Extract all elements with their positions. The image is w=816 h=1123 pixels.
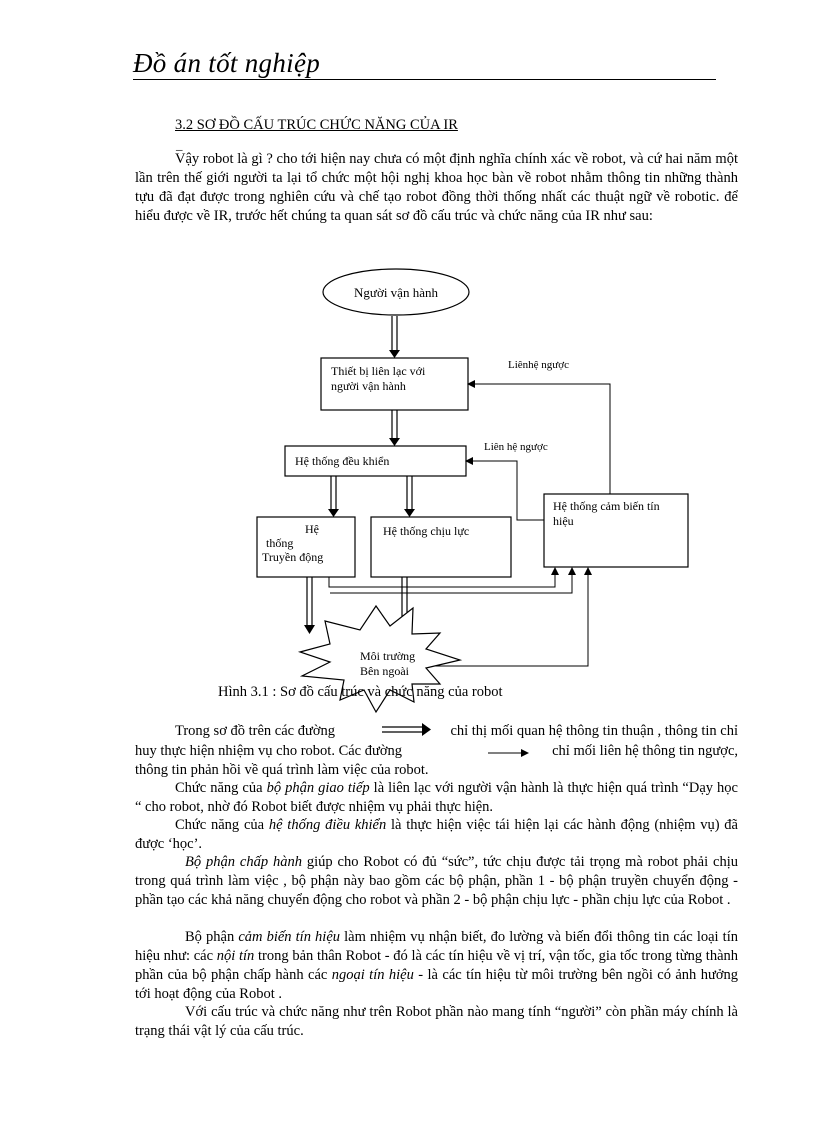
environment-label-2: Bên ngoài <box>360 664 409 678</box>
p5-text-a: Bộ phận <box>185 929 239 945</box>
paragraph-sensor <box>135 928 738 1004</box>
p5-text-b: làm nhiệm vụ nhận biết, đo lường và biến đổi thông tin các loại tín hiệu như: các <box>135 929 738 964</box>
load-system-label: Hệ thống chịu lực <box>383 524 470 538</box>
environment-label-1: Môi trường <box>360 649 416 663</box>
p3-text-a: Chức năng của <box>175 817 269 833</box>
intro-paragraph: Vậy robot là gì ? cho tới hiện nay chưa có một định nghĩa chính xác về robot, và cứ hai năm một lần trên thế giới người ta lại tổ chức một hội nghị khoa học bàn về robot nhằm thông tin những thành tựu đã đạt được trong nghiên cứu và chế tạo robot đồng thời thống nhất các thuật ngữ về robotic. để hiểu được về IR, trước hết chúng ta quan sát sơ đồ cấu trúc và chức năng của IR như sau: <box>135 151 738 224</box>
p1-line2a: huy thực hiện nhiệm vụ cho robot. Các đường <box>135 743 403 759</box>
p4-emphasis: Bộ phận chấp hành <box>185 854 302 870</box>
p4-text: giúp cho Robot có đủ “sức”, tức chịu được tải trọng mà robot phải chịu trong quá trình làm việc , bộ phận này bao gồm các bộ phận, phần 1 - bộ phận truyền chuyển động - phần tạo các khả năng chuyển động cho robot và phần 2 - bộ phận chịu lực - phần chịu lực của Robot . <box>135 854 739 908</box>
p2-text-b: là liên lạc với người vận hành là thực hiện quá trình “Dạy học “ cho robot, nhờ đó Robot biết được nhiệm vụ phải thực hiện. <box>135 780 738 815</box>
figure-caption: Hình 3.1 : Sơ đồ cấu trúc và chức năng của robot <box>218 684 503 700</box>
comm-device-label-2: người vận hành <box>331 379 406 393</box>
section-dash: _ <box>176 137 183 152</box>
p2-emphasis: bộ phận giao tiếp <box>266 780 370 796</box>
feedback-label-top: Liênhệ ngược <box>508 359 569 371</box>
sensor-label-1: Hệ thống cảm biến tín <box>553 499 660 513</box>
paragraph-conclusion: Với cấu trúc và chức năng như trên Robot phần nào mang tính “người” còn phần máy chính là trạng thái vật lý của cấu trúc. <box>135 1004 738 1039</box>
paragraph-control <box>135 816 738 854</box>
paragraph-actuator <box>135 853 738 910</box>
p5-emphasis-3: ngoại tín hiệu <box>331 967 414 983</box>
p1-line2b: chỉ mối liên hệ thông tin ngược, <box>552 743 738 759</box>
transmission-label-1: Hệ <box>305 522 319 536</box>
legend-forward-arrow <box>382 727 422 732</box>
p1-line1a: Trong sơ đồ trên các đường <box>175 723 335 739</box>
p1-line3: thông tin phản hồi về quá trình làm việc của robot. <box>135 762 429 778</box>
comm-device-label-1: Thiết bị liên lạc với <box>331 364 426 378</box>
document-header-title: Đồ án tốt nghiệp <box>133 48 321 78</box>
section-heading: 3.2 SƠ ĐỒ CẤU TRÚC CHỨC NĂNG CỦA IR <box>175 117 458 133</box>
p5-text-c: trong bản thân Robot - đó là các tín hiệu về vị trí, vận tốc, gia tốc trong từng thành phần của bộ phận chấp hành các <box>135 948 739 983</box>
paragraph-communication <box>135 779 738 817</box>
p5-text-d: - là các tín hiệu từ môi trường bên ngồi có ảnh hưởng tới hoạt động của Robot . <box>135 967 738 1002</box>
sensor-label-2: hiệu <box>553 514 574 528</box>
p3-emphasis: hệ thống điều khiển <box>268 817 387 833</box>
transmission-label-2: thống <box>266 536 294 550</box>
p2-text-a: Chức năng của <box>175 780 267 796</box>
p5-emphasis-2: nội tín <box>216 948 255 964</box>
p5-emphasis-1: cảm biến tín hiệu <box>238 929 341 945</box>
control-system-label: Hệ thống đều khiển <box>295 454 390 468</box>
p3-text-b: là thực hiện việc tái hiện lại các hành động (nhiệm vụ) đã được ‘học’. <box>135 817 738 852</box>
p1-line1b: chỉ thị mối quan hệ thông tin thuận , thông tin chỉ <box>450 723 738 739</box>
feedback-label-mid: Liên hệ ngược <box>484 441 548 453</box>
transmission-label-3: Truyền động <box>262 550 324 564</box>
operator-label: Người vận hành <box>354 285 438 300</box>
